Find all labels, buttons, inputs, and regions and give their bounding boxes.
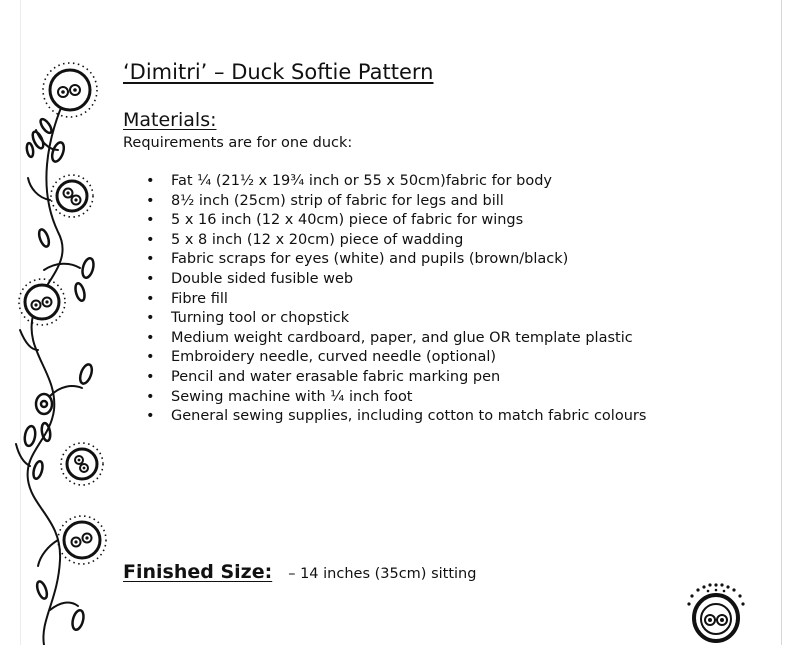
duck-eyes-icon <box>686 582 746 644</box>
bullet-icon: • <box>146 368 155 385</box>
bullet-icon: • <box>146 310 155 327</box>
page-title: ‘Dimitri’ – Duck Softie Pattern <box>123 60 434 84</box>
materials-intro: Requirements are for one duck: <box>123 135 353 151</box>
materials-list <box>146 172 646 427</box>
list-item: • 5 x 16 inch (12 x 40cm) piece of fabric for wings <box>146 211 646 231</box>
bullet-icon: • <box>146 290 155 307</box>
list-item: • Double sided fusible web <box>146 270 646 290</box>
bullet-icon: • <box>146 408 155 425</box>
list-item: • Medium weight cardboard, paper, and glue OR template plastic <box>146 329 646 349</box>
bullet-icon: • <box>146 329 155 346</box>
list-item: • Fat ¼ (21½ x 19¾ inch or 55 x 50cm)fabric for body <box>146 172 646 192</box>
finished-size-label: Finished Size: <box>123 561 273 583</box>
list-item: • General sewing supplies, including cotton to match fabric colours <box>146 407 646 427</box>
list-item: • Turning tool or chopstick <box>146 309 646 329</box>
vine-border-icon <box>0 0 110 645</box>
finished-size-value: – 14 inches (35cm) sitting <box>288 566 477 582</box>
bullet-icon: • <box>146 270 155 287</box>
page-edge-right <box>781 0 782 645</box>
bullet-icon: • <box>146 212 155 229</box>
list-item: • 8½ inch (25cm) strip of fabric for legs and bill <box>146 192 646 212</box>
materials-heading: Materials: <box>123 109 217 131</box>
list-item: • Fibre fill <box>146 290 646 310</box>
bullet-icon: • <box>146 192 155 209</box>
bullet-icon: • <box>146 251 155 268</box>
bullet-icon: • <box>146 388 155 405</box>
bullet-icon: • <box>146 231 155 248</box>
list-item: • 5 x 8 inch (12 x 20cm) piece of wadding <box>146 231 646 251</box>
bullet-icon: • <box>146 349 155 366</box>
list-item: • Fabric scraps for eyes (white) and pupils (brown/black) <box>146 250 646 270</box>
bullet-icon: • <box>146 173 155 189</box>
finished-size <box>123 561 476 583</box>
list-item: • Sewing machine with ¼ inch foot <box>146 388 646 408</box>
list-item: • Pencil and water erasable fabric marking pen <box>146 368 646 388</box>
list-item: • Embroidery needle, curved needle (optional) <box>146 348 646 368</box>
